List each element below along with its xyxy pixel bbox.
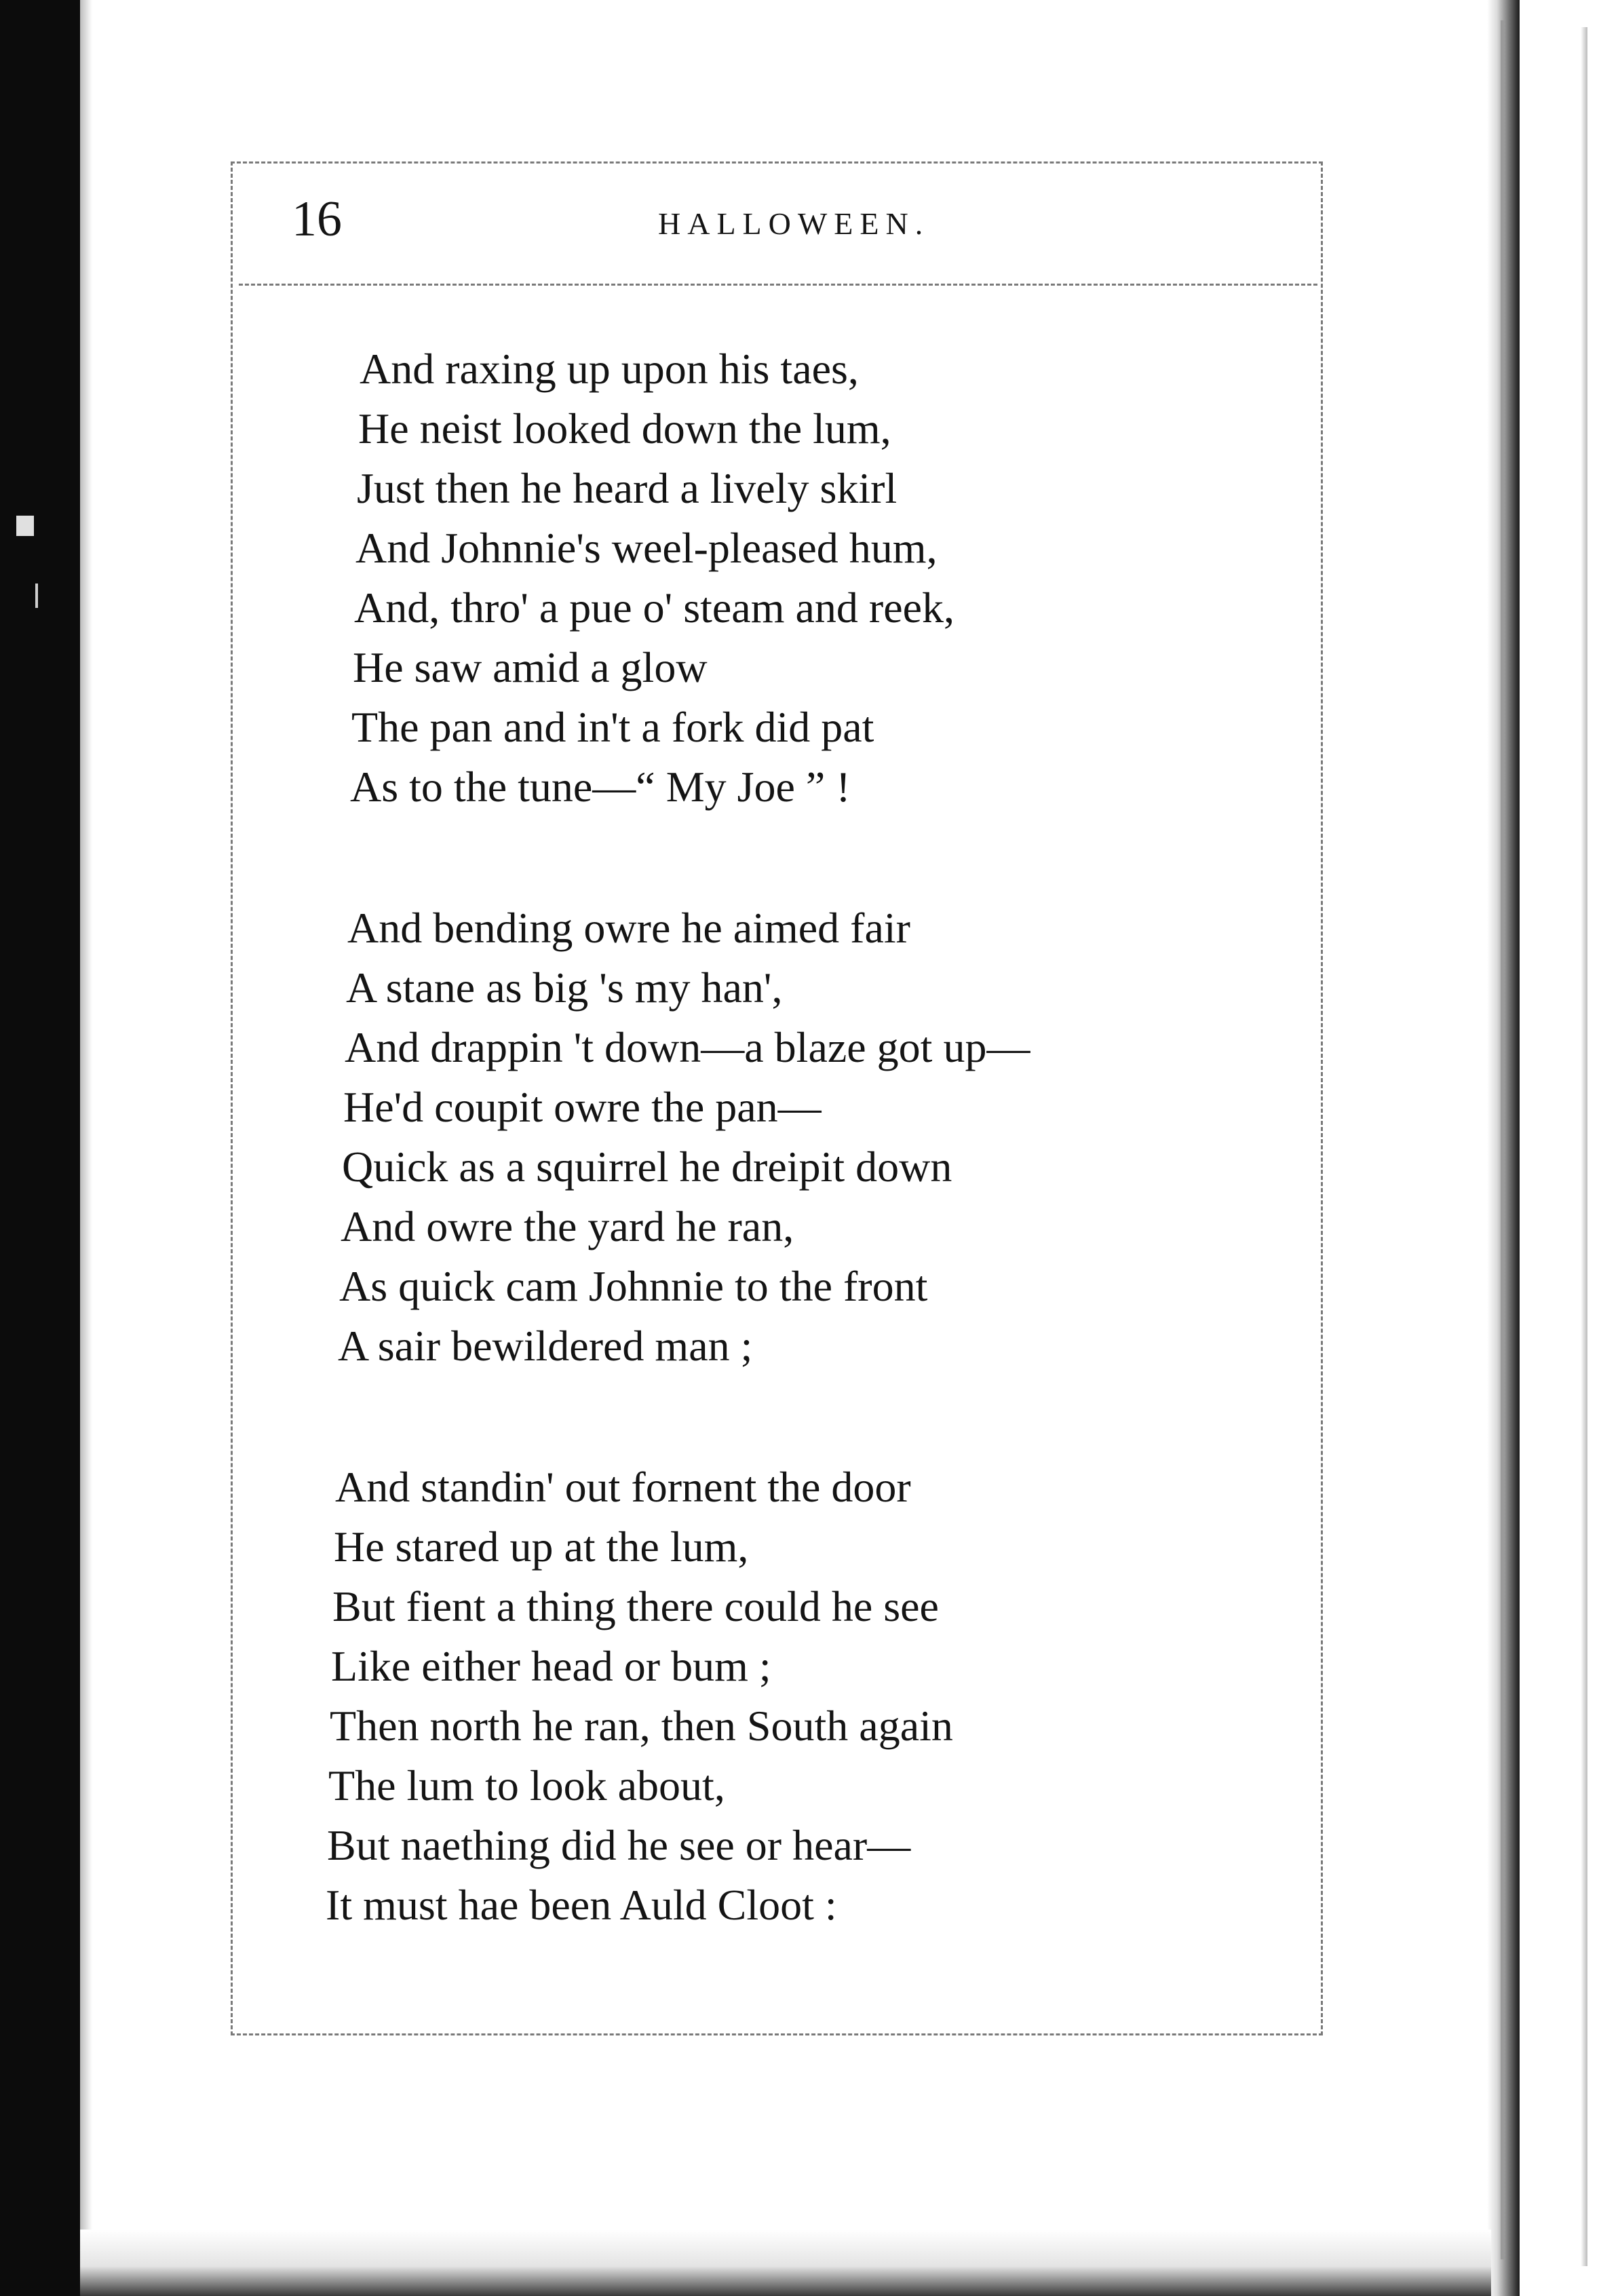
poem-line: And standin' out fornent the door: [335, 1463, 911, 1511]
poem-line: As quick cam Johnnie to the front: [339, 1262, 928, 1310]
poem-line: Just then he heard a lively skirl: [357, 464, 898, 512]
poem-line: And raxing up upon his taes,: [360, 345, 859, 393]
running-head: HALLOWEEN.: [658, 206, 930, 241]
poem-line: And owre the yard he ran,: [341, 1202, 794, 1250]
poem-line: And, thro' a pue o' steam and reek,: [354, 583, 954, 632]
page-bottom-shadow: [80, 2230, 1491, 2296]
poem-line: But fient a thing there could he see: [332, 1582, 939, 1630]
poem-line: And Johnnie's weel-pleased hum,: [355, 524, 938, 572]
poem-line: A stane as big 's my han',: [346, 963, 783, 1012]
poem-line: Quick as a squirrel he dreipit down: [342, 1143, 952, 1191]
scan-background-left: [0, 0, 80, 2296]
poem-line: He stared up at the lum,: [334, 1523, 749, 1571]
facing-page-edge: [1520, 0, 1601, 2296]
poem-line: It must hae been Auld Cloot :: [326, 1881, 837, 1929]
poem-line: He'd coupit owre the pan—: [343, 1083, 822, 1131]
page-left-edge: [80, 0, 92, 2239]
poem-line: The pan and in't a fork did pat: [351, 703, 874, 751]
header-divider: [239, 284, 1317, 286]
stanza: [338, 898, 1289, 1376]
page-number: 16: [292, 191, 342, 247]
poem-line: But naething did he see or hear—: [327, 1821, 911, 1869]
poem-line: He saw amid a glow: [353, 643, 708, 691]
stanza: [350, 339, 1289, 817]
poem-line: A sair bewildered man ;: [338, 1322, 753, 1370]
poem-line: Then north he ran, then South again: [330, 1702, 953, 1750]
poem-line: He neist looked down the lum,: [358, 404, 891, 453]
stanza: [326, 1457, 1289, 1935]
poem-line: The lum to look about,: [328, 1761, 725, 1810]
poem-line: And drappin 't down—a blaze got up—: [345, 1023, 1030, 1071]
poem-body: [326, 339, 1289, 2016]
poem-line: As to the tune—“ My Joe ” !: [350, 763, 851, 811]
poem-line: And bending owre he aimed fair: [347, 904, 910, 952]
facing-page-shadow: [1581, 27, 1587, 2266]
page-binding-line: [1501, 20, 1505, 2259]
poem-line: Like either head or bum ;: [331, 1642, 771, 1690]
scan-speck: [16, 516, 34, 536]
scan-speck: [35, 583, 38, 608]
